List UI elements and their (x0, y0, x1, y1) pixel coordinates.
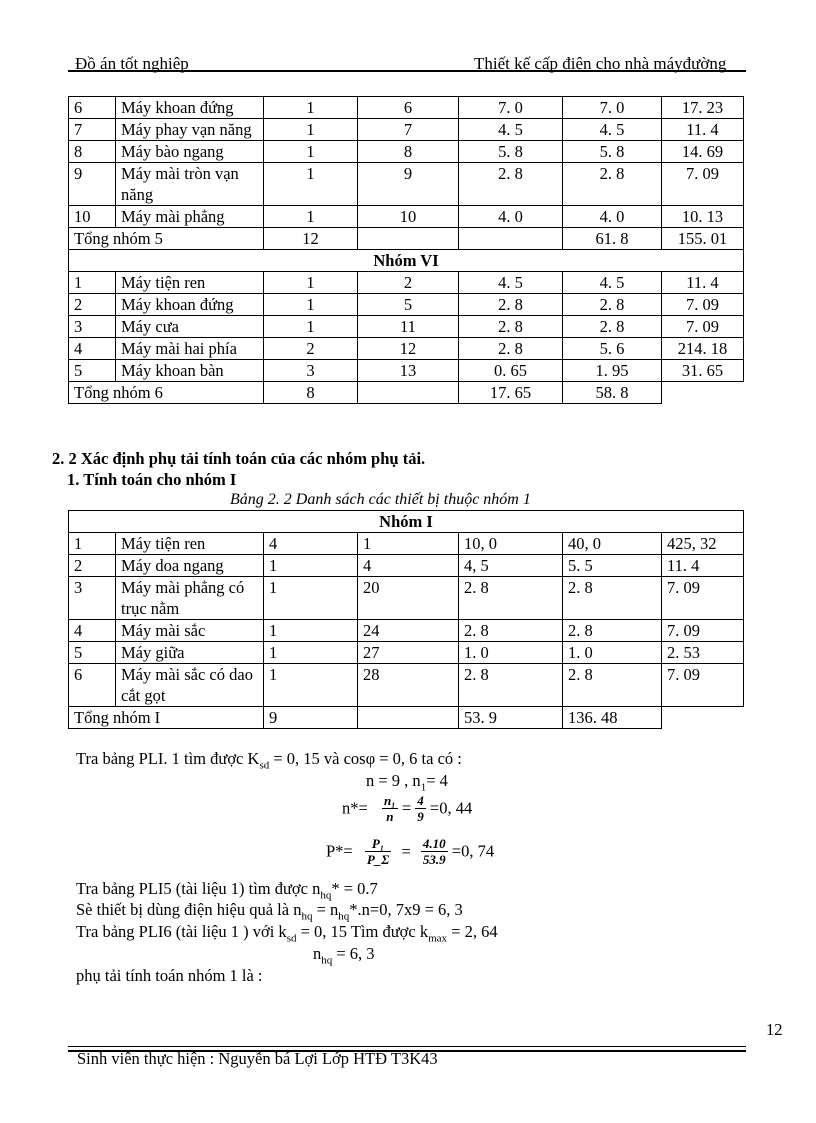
table-row (69, 272, 744, 294)
table-cell: 20 (358, 577, 459, 620)
table-cell: 61. 8 (563, 228, 662, 250)
header-rule (68, 70, 746, 72)
table-cell: 2. 8 (563, 620, 662, 642)
table-cell: 3 (69, 316, 116, 338)
table-cell: Máy tiện ren (116, 533, 264, 555)
table-cell: 2. 8 (459, 664, 563, 707)
table-cell: 7. 09 (662, 577, 744, 620)
table-cell: 1. 0 (563, 642, 662, 664)
table-cell: 7. 09 (662, 294, 744, 316)
table-cell: 6 (69, 664, 116, 707)
table-cell: 7. 09 (662, 163, 744, 206)
table-cell (358, 707, 459, 729)
calc-pstar: P*= $\frac{\text{P₁}}{P\_\Sigma}$ = $\frac{4.10}{53.9}$ =0, 74 (326, 836, 495, 867)
table-cell (358, 228, 459, 250)
table-row (69, 141, 744, 163)
table-cell: Máy mài phẳng (116, 206, 264, 228)
table-cell: Tổng nhóm 6 (69, 382, 264, 404)
table-cell: 1 (69, 272, 116, 294)
group-title: Nhóm I (69, 511, 744, 533)
table-cell: 2. 8 (563, 664, 662, 707)
table-cell: 4 (69, 338, 116, 360)
table-row (69, 642, 744, 664)
table-row (69, 555, 744, 577)
table-cell: 11. 4 (662, 272, 744, 294)
table-cell: Máy phay vạn năng (116, 119, 264, 141)
table-cell: 10 (358, 206, 459, 228)
table-cell: 10, 0 (459, 533, 563, 555)
table-cell: 2 (69, 294, 116, 316)
table-cell: 1 (264, 163, 358, 206)
table-cell: 10 (69, 206, 116, 228)
table-row (69, 97, 744, 119)
table-cell: 214. 18 (662, 338, 744, 360)
table-cell: 1 (264, 206, 358, 228)
page-number: 12 (766, 1020, 783, 1039)
table-cell: Máy tiện ren (116, 272, 264, 294)
table-cell: Máy mài phẳng có trục nằm (116, 577, 264, 620)
table-cell: 2. 8 (459, 163, 563, 206)
table-cell: 12 (264, 228, 358, 250)
table-cell: 11. 4 (662, 555, 744, 577)
table-row (69, 664, 744, 707)
table-cell: Tổng nhóm 5 (69, 228, 264, 250)
table-cell: Máy bào ngang (116, 141, 264, 163)
table-cell: 1 (264, 642, 358, 664)
calc-line-7: Tra bảng PLI6 (tài liệu 1 ) với $k_{sd} = 0$, 15 Tìm được $k_{max} = 2$, 64 (76, 922, 498, 945)
table-cell: 1 (69, 533, 116, 555)
table-cell: 7. 09 (662, 664, 744, 707)
table-cell: 4. 0 (459, 206, 563, 228)
table-cell: 9 (264, 707, 358, 729)
table-cell: Máy khoan bàn (116, 360, 264, 382)
table-cell: 1. 95 (563, 360, 662, 382)
table-cell: 31. 65 (662, 360, 744, 382)
table-cell: Máy mài tròn vạn năng (116, 163, 264, 206)
table-caption: Bảng 2. 2 Danh sách các thiết bị thuộc nhóm 1 (230, 491, 531, 508)
table-cell: 4 (358, 555, 459, 577)
table-cell: 7 (358, 119, 459, 141)
table-cell: 2. 8 (459, 294, 563, 316)
table-row (69, 577, 744, 620)
table-cell: 9 (358, 163, 459, 206)
table-row (69, 533, 744, 555)
table-cell: 6 (69, 97, 116, 119)
equipment-table-group1 (68, 510, 744, 729)
table-cell: 9 (69, 163, 116, 206)
table-cell: 2. 53 (662, 642, 744, 664)
table-cell: 2. 8 (459, 620, 563, 642)
calc-line-5: Tra bảng PLI5 (tài liệu 1) tìm được $n_{hq}* = 0.7$ (76, 879, 378, 902)
table-cell: 1 (264, 664, 358, 707)
table-cell: 1 (264, 316, 358, 338)
table-cell: 1 (264, 555, 358, 577)
table-cell: 24 (358, 620, 459, 642)
table-row (69, 360, 744, 382)
table-cell: 4. 5 (459, 119, 563, 141)
table-cell: 1 (264, 577, 358, 620)
table-cell: 28 (358, 664, 459, 707)
table-cell: 4. 5 (563, 272, 662, 294)
calc-line-9: phụ tải tính toán nhóm 1 là : (76, 966, 263, 985)
table-cell: 2. 8 (563, 163, 662, 206)
table-row (69, 206, 744, 228)
footer-rule-top (68, 1046, 746, 1047)
table-row (69, 620, 744, 642)
subsection-heading: 1. Tính toán cho nhóm I (67, 470, 237, 489)
table-cell: 5. 8 (563, 141, 662, 163)
table-cell: 17. 23 (662, 97, 744, 119)
table-cell: 2 (358, 272, 459, 294)
table-cell: 8 (69, 141, 116, 163)
table-cell: 155. 01 (662, 228, 744, 250)
table-cell: 53. 9 (459, 707, 563, 729)
table-cell: 7. 09 (662, 316, 744, 338)
table-cell: 2. 8 (563, 316, 662, 338)
table-cell: 4 (69, 620, 116, 642)
table-cell: 4. 0 (563, 206, 662, 228)
total-row (69, 228, 744, 250)
table-cell: 12 (358, 338, 459, 360)
calc-nstar: n*= $\frac{\text{n₁}}{n}$ = $\frac{4}{9}$ =0, 44 (342, 793, 473, 824)
table-cell: 3 (69, 577, 116, 620)
table-cell: 4, 5 (459, 555, 563, 577)
table-cell: 7. 0 (459, 97, 563, 119)
calc-line-2: n = 9 , $n_1= 4$ (366, 771, 448, 794)
group-title-row (69, 511, 744, 533)
table-cell: Máy mài hai phía (116, 338, 264, 360)
table-row (69, 163, 744, 206)
table-cell: 5 (69, 360, 116, 382)
total-row (69, 707, 744, 729)
table-cell: Tổng nhóm I (69, 707, 264, 729)
table-cell: 40, 0 (563, 533, 662, 555)
table-cell: 11. 4 (662, 119, 744, 141)
table-cell: 1 (264, 97, 358, 119)
table-cell: 7. 09 (662, 620, 744, 642)
table-cell: 1 (264, 119, 358, 141)
table-cell: 3 (264, 360, 358, 382)
table-cell: 1 (264, 294, 358, 316)
table-cell: 2. 8 (459, 577, 563, 620)
table-cell: 58. 8 (563, 382, 662, 404)
table-cell: 425, 32 (662, 533, 744, 555)
table-cell: 2. 8 (563, 577, 662, 620)
calc-line-6: Sè thiết bị dùng điện hiệu quả là $n_{hq} = n_{hq}*.n=0$, 7x9 = 6, 3 (76, 900, 463, 923)
table-cell: 2 (264, 338, 358, 360)
table-cell: 11 (358, 316, 459, 338)
table-cell: Máy giữa (116, 642, 264, 664)
table-cell: 17. 65 (459, 382, 563, 404)
table-cell: 1 (264, 272, 358, 294)
table-cell: 1 (264, 141, 358, 163)
table-cell: Máy khoan đứng (116, 97, 264, 119)
table-cell: 8 (264, 382, 358, 404)
table-cell: 5. 5 (563, 555, 662, 577)
table-cell: 27 (358, 642, 459, 664)
table-row (69, 338, 744, 360)
table-cell: 2. 8 (459, 338, 563, 360)
table-cell: 5 (69, 642, 116, 664)
table-cell: 1 (264, 620, 358, 642)
table-cell: 4 (264, 533, 358, 555)
table-cell (459, 228, 563, 250)
calc-line-1: Tra bảng PLI. 1 tìm được $K_{sd} = 0$, 15 và cosφ = 0, 6 ta có : (76, 749, 462, 772)
section-heading: 2. 2 Xác định phụ tải tính toán của các nhóm phụ tải. (52, 449, 426, 468)
table-cell: 10. 13 (662, 206, 744, 228)
table-cell: 1 (358, 533, 459, 555)
table-cell: 7 (69, 119, 116, 141)
table-cell: 2 (69, 555, 116, 577)
table-cell: 4. 5 (459, 272, 563, 294)
table-cell: Máy doa ngang (116, 555, 264, 577)
equipment-table-group5-6 (68, 96, 744, 404)
footer-text: Sinh viên thực hiện : Nguyễn bá Lợi Lớp HTĐ T3K43 (77, 1049, 438, 1068)
table-cell: 14. 69 (662, 141, 744, 163)
table-cell: 2. 8 (459, 316, 563, 338)
table-cell: 136. 48 (563, 707, 662, 729)
table-row (69, 119, 744, 141)
table-row (69, 294, 744, 316)
table-cell: 7. 0 (563, 97, 662, 119)
table-cell (358, 382, 459, 404)
table-cell: 5. 6 (563, 338, 662, 360)
calc-line-8: $n_{hq} = 6$, 3 (313, 944, 375, 967)
table-cell: 1. 0 (459, 642, 563, 664)
table-cell: 13 (358, 360, 459, 382)
table-cell: 2. 8 (563, 294, 662, 316)
header-right: Thiết kế cấp điện cho nhà máyđường (474, 54, 727, 73)
table-row (69, 316, 744, 338)
table-cell: Máy mài sắc có dao cắt gọt (116, 664, 264, 707)
header-left: Đồ án tốt nghiệp (75, 54, 189, 73)
table-cell: Máy mài sắc (116, 620, 264, 642)
table-cell: 0. 65 (459, 360, 563, 382)
group-title-row (69, 250, 744, 272)
table-cell: 5 (358, 294, 459, 316)
table-cell: 6 (358, 97, 459, 119)
table-cell: 4. 5 (563, 119, 662, 141)
table-cell: Máy cưa (116, 316, 264, 338)
table-cell: 8 (358, 141, 459, 163)
table-cell: Máy khoan đứng (116, 294, 264, 316)
group-title: Nhóm VI (69, 250, 744, 272)
total-row (69, 382, 744, 404)
table-cell: 5. 8 (459, 141, 563, 163)
